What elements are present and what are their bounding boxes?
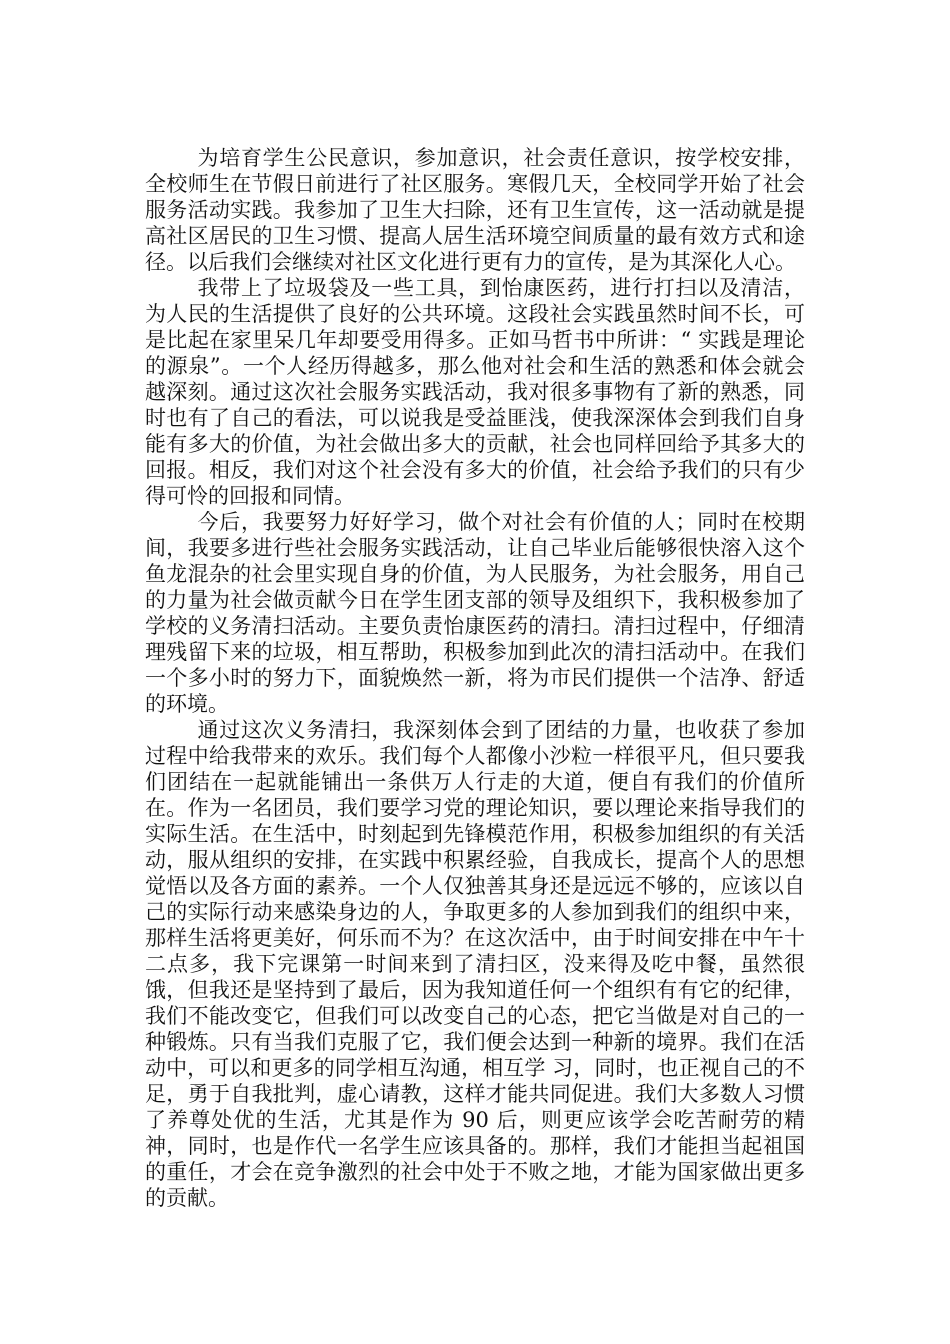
paragraph-1: 为培育学生公民意识，参加意识，社会责任意识，按学校安排，全校师生在节假日前进行了社区服务。寒假几天，全校同学开始了社会服务活动实践。我参加了卫生大扫除，还有卫生宣传，这一活动就是提高社区居民的卫生习惯、提高人居生活环境空间质量的最有效方式和途径。以后我们会继续对社区文化进行更有力的宣传，是为其深化人心。	[145, 146, 805, 274]
document-body	[145, 145, 805, 1211]
paragraph-3: 今后，我要努力好好学习，做个对社会有价值的人；同时在校期间，我要多进行些社会服务实践活动，让自己毕业后能够很快溶入这个鱼龙混杂的社会里实现自身的价值，为人民服务，为社会服务，用自己的力量为社会做贡献今日在学生团支部的领导及组织下，我积极参加了学校的义务清扫活动。主要负责怡康医药的清扫。清扫过程中，仔细清理残留下来的垃圾，相互帮助，积极参加到此次的清扫活动中。在我们一个多小时的努力下，面貌焕然一新，将为市民们提供一个洁净、舒适的环境。	[145, 510, 805, 716]
paragraph-2: 我带上了垃圾袋及一些工具，到怡康医药，进行打扫以及清洁，为人民的生活提供了良好的公共环境。这段社会实践虽然时间不长，可是比起在家里呆几年却要受用得多。正如马哲书中所讲：“ 实践是理论的源泉”。一个人经历得越多，那么他对社会和生活的熟悉和体会就会越深刻。通过这次社会服务实践活动，我对很多事物有了新的熟悉，同时也有了自己的看法，可以说我是受益匪浅，使我深深体会到我们自身能有多大的价值，为社会做出多大的贡献，社会也同样回给予其多大的回报。相反，我们对这个社会没有多大的价值，社会给予我们的只有少得可怜的回报和同情。	[145, 276, 805, 508]
paragraph-4: 通过这次义务清扫，我深刻体会到了团结的力量，也收获了参加过程中给我带来的欢乐。我们每个人都像小沙粒一样很平凡，但只要我们团结在一起就能铺出一条供万人行走的大道，便自有我们的价值所在。作为一名团员，我们要学习党的理论知识，要以理论来指导我们的实际生活。在生活中，时刻起到先锋模范作用，积极参加组织的有关活动，服从组织的安排，在实践中积累经验，自我成长，提高个人的思想觉悟以及各方面的素养。一个人仅独善其身还是远远不够的，应该以自己的实际行动来感染身边的人，争取更多的人参加到我们的组织中来，那样生活将更美好，何乐而不为？在这次活中，由于时间安排在中午十二点多，我下完课第一时间来到了清扫区，没来得及吃中餐，虽然很饿，但我还是坚持到了最后，因为我知道任何一个组织有有它的纪律，我们不能改变它，但我们可以改变自己的心态，把它当做是对自己的一种锻炼。只有当我们克服了它，我们便会达到一种新的境界。我们在活动中，可以和更多的同学相互沟通，相互学 习，同时，也正视自己的不足，勇于自我批判，虚心请教，这样才能共同促进。我们大多数人习惯了养尊处优的生活，尤其是作为 90 后，则更应该学会吃苦耐劳的精神，同时，也是作代一名学生应该具备的。那样，我们才能担当起祖国的重任，才会在竞争激烈的社会中处于不败之地，才能为国家做出更多的贡献。	[145, 718, 805, 1210]
